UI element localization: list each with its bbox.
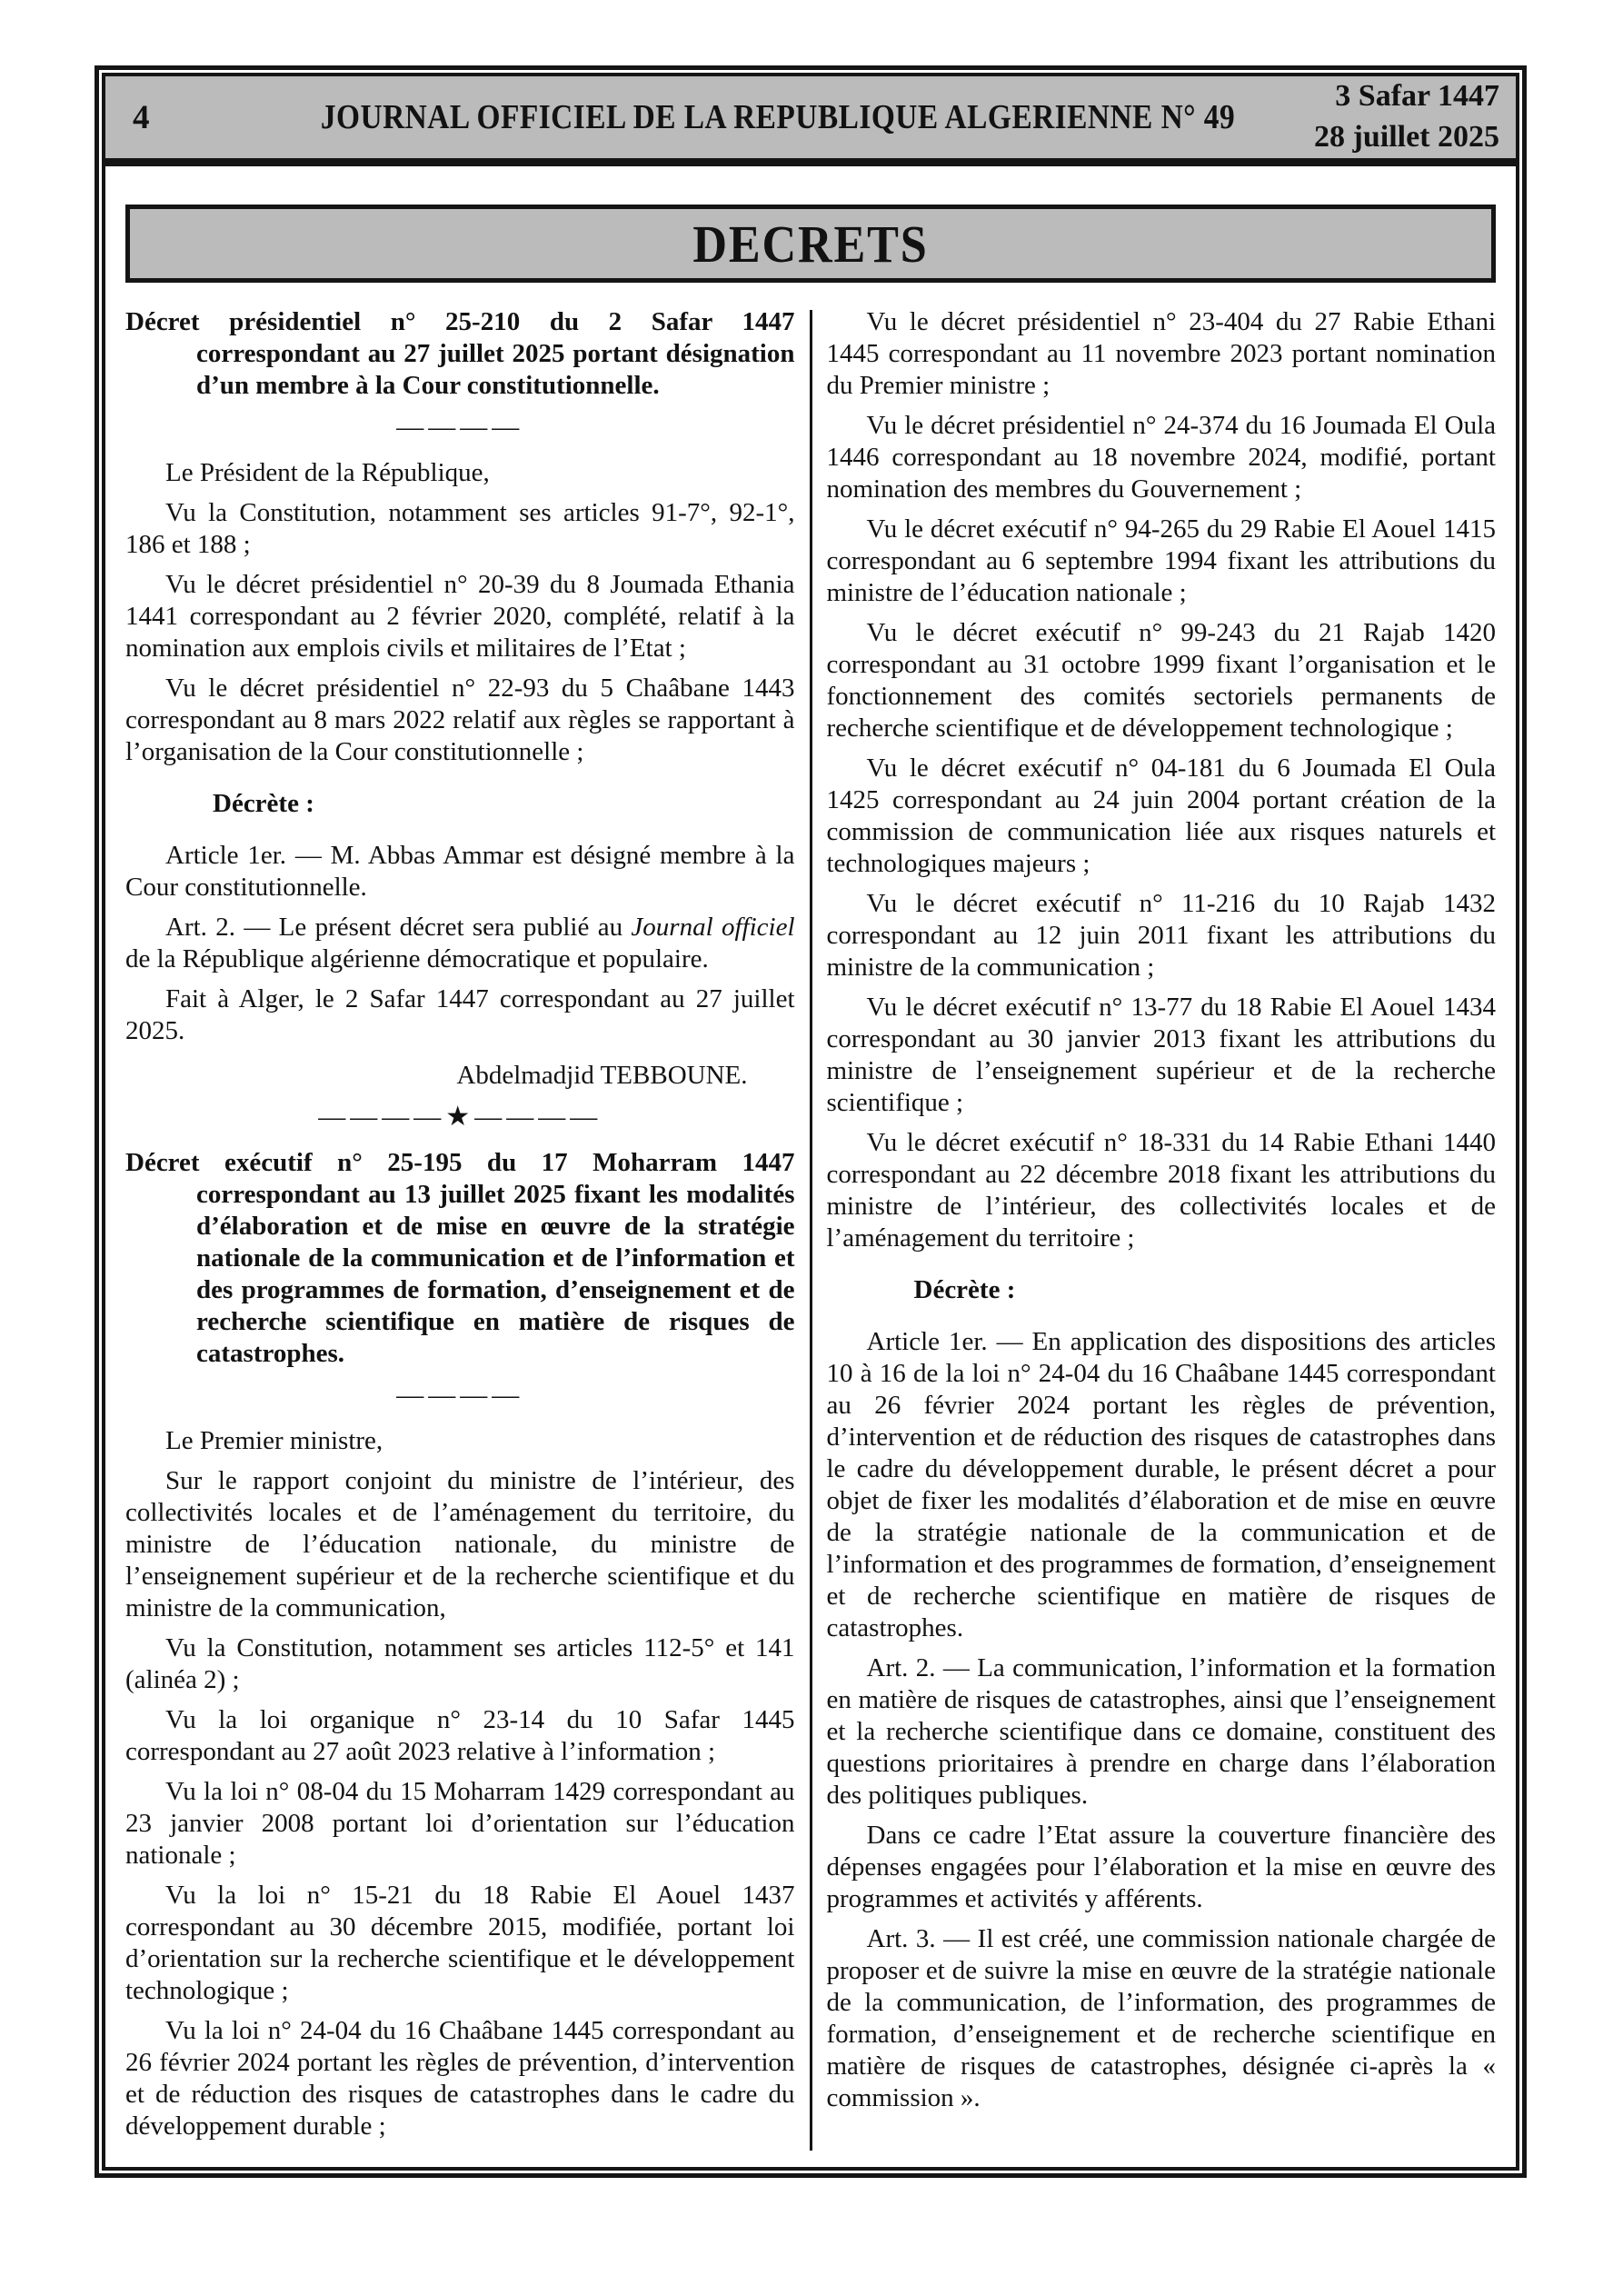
separator-dashes: ———— [396, 412, 524, 442]
visa-paragraph: Vu le décret exécutif n° 11-216 du 10 Rajab 1432 correspondant au 12 juin 2011 fixant les attributions du ministre de la communication ; [826, 889, 1496, 982]
date-block [1314, 76, 1516, 158]
decree-1-title: Décret présidentiel n° 25-210 du 2 Safar 1447 correspondant au 27 juillet 2025 portant désignation d’un membre à la Cour constitutionnelle. [125, 307, 795, 400]
visa-paragraph: Vu la loi n° 15-21 du 18 Rabie El Aouel 1437 correspondant au 30 décembre 2015, modifiée, portant loi d’orientation sur la recherche scientifique et le développement technologique ; [125, 1881, 795, 2005]
visa-paragraph: Vu le décret exécutif n° 04-181 du 6 Joumada El Oula 1425 correspondant au 24 juin 2004 portant création de la commission de communication liée aux risques naturels et technologiques majeurs ; [826, 754, 1496, 878]
section-banner-label: DECRETS [692, 214, 929, 274]
visa-paragraph: Vu le décret présidentiel n° 22-93 du 5 Chaâbane 1443 correspondant au 8 mars 2022 relatif aux règles se rapportant à l’organisation de la Cour constitutionnelle ; [125, 674, 795, 766]
column-divider [810, 310, 812, 2151]
journal-officiel-italic: Journal officiel [631, 913, 795, 942]
separator-dashes: ———— [396, 1380, 524, 1410]
decree-2-title: Décret exécutif n° 25-195 du 17 Moharram 1447 correspondant au 13 juillet 2025 fixant les modalités d’élaboration et de mise en œuvre de la stratégie nationale de la communication et de l’information et des programmes de formation, d’enseignement et de recherche scientifique en matière de risques de catastrophes. [125, 1148, 795, 1368]
paragraph-president: Le Président de la République, [165, 458, 490, 487]
article-paragraph: Dans ce cadre l’Etat assure la couverture financière des dépenses engagées pour l’élaboration et la mise en œuvre des programmes et activités y afférents. [826, 1821, 1496, 1913]
visa-paragraph: Vu la loi organique n° 23-14 du 10 Safar 1445 correspondant au 27 août 2023 relative à l’information ; [125, 1705, 795, 1766]
separator-star: ————★———— [318, 1102, 602, 1132]
article-2-text-end: de la République algérienne démocratique et populaire. [125, 944, 709, 973]
visa-paragraph: Sur le rapport conjoint du ministre de l’intérieur, des collectivités locales et de l’aménagement du territoire, du ministre de l’éducation nationale, du ministre de l’enseignement supérieur et de la recherche scientifique et du ministre de la communication, [125, 1466, 795, 1622]
article-paragraph: Article 1er. — M. Abbas Ammar est désigné membre à la Cour constitutionnelle. [125, 841, 795, 902]
visa-paragraph: Vu le décret exécutif n° 99-243 du 21 Rajab 1420 correspondant au 31 octobre 1999 fixant l’organisation et le fonctionnement des comités sectoriels permanents de recherche scientifique et de développement technologique ; [826, 618, 1496, 743]
article-paragraph: Art. 2. — La communication, l’information et la formation en matière de risques de catastrophes, ainsi que l’enseignement et la recherche scientifique dans ce domaine, constituent des questions prioritaires à prendre en charge dans l’élaboration des politiques publiques. [826, 1653, 1496, 1810]
visa-paragraph: Vu la Constitution, notamment ses articles 91-7°, 92-1°, 186 et 188 ; [125, 498, 795, 559]
visa-paragraph: Vu le décret exécutif n° 13-77 du 18 Rabie El Aouel 1434 correspondant au 30 janvier 2013 fixant les attributions du ministre de l’enseignement supérieur et de la recherche scientifique ; [826, 993, 1496, 1117]
right-column [827, 306, 1497, 2151]
masthead-bar [105, 76, 1516, 166]
signature: Abdelmadjid TEBBOUNE. [456, 1061, 748, 1090]
page-number: 4 [133, 98, 150, 136]
article-paragraph [125, 912, 795, 975]
visa-paragraph: Vu la loi n° 24-04 du 16 Chaâbane 1445 correspondant au 26 février 2024 portant les règles de prévention, d’intervention et de réduction des risques de catastrophes dans le cadre du développement durable ; [125, 2016, 795, 2141]
hijri-date: 3 Safar 1447 [1335, 79, 1499, 114]
left-column [125, 306, 795, 2151]
visa-paragraph: Vu le décret présidentiel n° 20-39 du 8 Joumada Ethania 1441 correspondant au 2 février 2020, complété, relatif à la nomination aux emplois civils et militaires de l’Etat ; [125, 570, 795, 663]
section-banner [125, 205, 1496, 283]
visa-paragraph: Vu le décret présidentiel n° 24-374 du 16 Joumada El Oula 1446 correspondant au 18 novembre 2024, modifié, portant nomination des membres du Gouvernement ; [826, 411, 1496, 504]
decrete-label: Décrète : [913, 1275, 1016, 1304]
decrete-label: Décrète : [213, 789, 314, 818]
page-frame [102, 73, 1519, 2171]
gregorian-date: 28 juillet 2025 [1314, 120, 1499, 154]
article-paragraph: Art. 3. — Il est créé, une commission nationale chargée de proposer et de suivre la mise en œuvre de la stratégie nationale de la communication, de l’information, des programmes de formation, d’enseignement et de recherche scientifique en matière de risques de catastrophes, désignée ci-après la « commission ». [826, 1924, 1496, 2112]
visa-paragraph: Vu le décret exécutif n° 94-265 du 29 Rabie El Aouel 1415 correspondant au 6 septembre 1994 fixant les attributions du ministre de l’éducation nationale ; [826, 514, 1496, 607]
journal-title: JOURNAL OFFICIEL DE LA REPUBLIQUE ALGERIENNE N° 49 [320, 98, 1236, 136]
article-2-text: Art. 2. — Le présent décret sera publié au [165, 913, 632, 942]
paragraph-premier-ministre: Le Premier ministre, [165, 1426, 383, 1455]
content-columns [125, 306, 1496, 2151]
fait-a-line: Fait à Alger, le 2 Safar 1447 correspondant au 27 juillet 2025. [125, 984, 795, 1045]
visa-paragraph: Vu le décret présidentiel n° 23-404 du 27 Rabie Ethani 1445 correspondant au 11 novembre 2023 portant nomination du Premier ministre ; [826, 307, 1496, 400]
visa-paragraph: Vu la Constitution, notamment ses articles 112-5° et 141 (alinéa 2) ; [125, 1633, 795, 1694]
visa-paragraph: Vu le décret exécutif n° 18-331 du 14 Rabie Ethani 1440 correspondant au 22 décembre 2018 fixant les attributions du ministre de l’intérieur, des collectivités locales et de l’aménagement du territoire ; [826, 1128, 1496, 1253]
visa-paragraph: Vu la loi n° 08-04 du 15 Moharram 1429 correspondant au 23 janvier 2008 portant loi d’orientation sur l’éducation nationale ; [125, 1777, 795, 1870]
article-paragraph: Article 1er. — En application des dispositions des articles 10 à 16 de la loi n° 24-04 du 16 Chaâbane 1445 correspondant au 26 février 2024 portant les règles de prévention, d’intervention et de réduction des risques de catastrophes dans le cadre du développement durable, le présent décret a pour objet de fixer les modalités d’élaboration et de mise en œuvre de la stratégie nationale de la communication et de l’information et des programmes de formation, d’enseignement et de recherche scientifique en matière de risques de catastrophes. [826, 1327, 1496, 1642]
